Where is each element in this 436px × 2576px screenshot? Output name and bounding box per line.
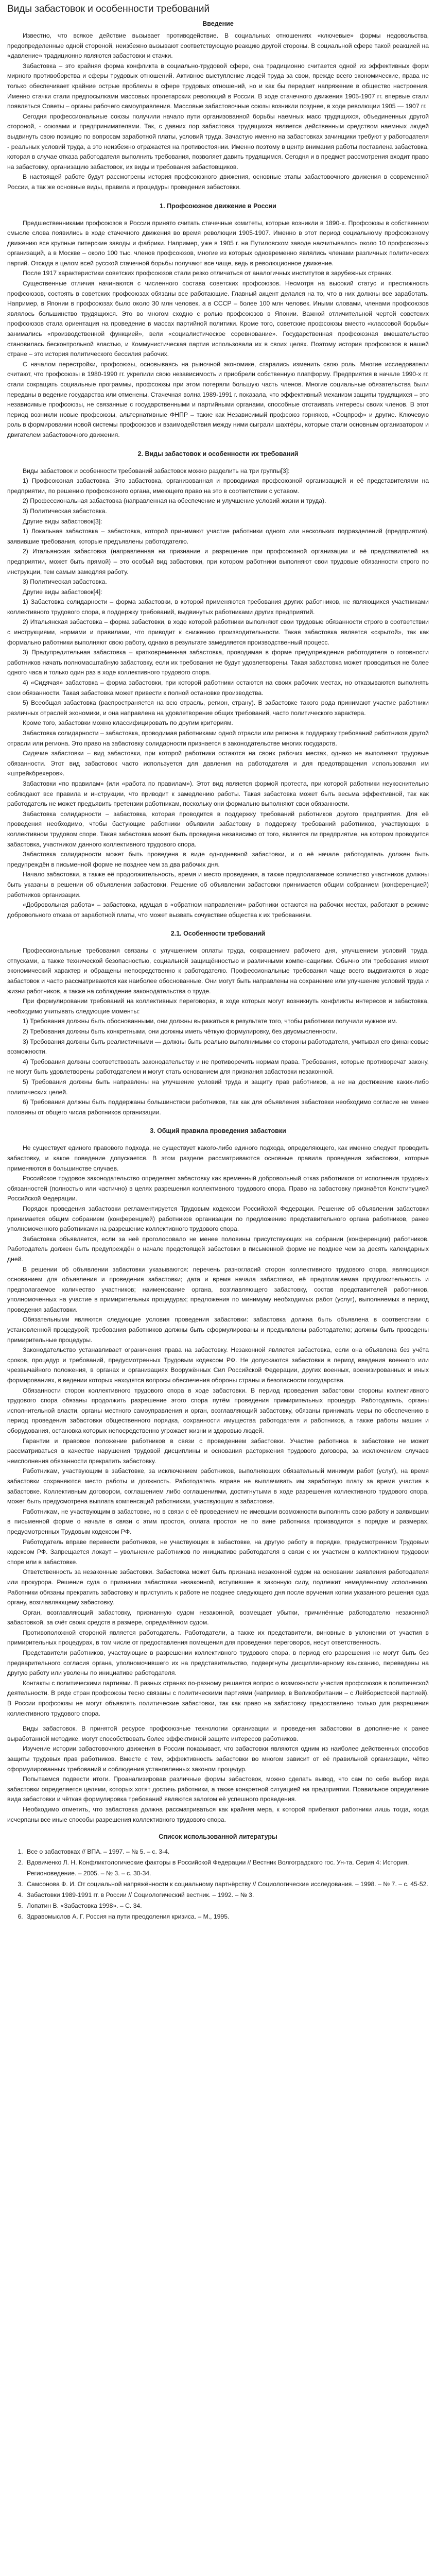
paragraph: Не существует единого правового подхода, не существует какого-либо единого подхода, определяющего, как именно следует проводить забастовку, и какое поведение допускается. В этом разделе рассматриваются основные правила проведения забастовки, которые применяются в большинстве случаев.: [7, 1144, 429, 1172]
paragraph: 2) Требования должны быть конкретными, они должны иметь чёткую формулировку, без двусмысленности.: [23, 1028, 338, 1036]
paragraph: Работникам, не участвующим в забастовке, но в связи с её проведением не имевшим возможности выполнять свою работу и заявившим в письменной форме о начале в связи с этим простоя, оплата простоя не по вине работника производится в порядке и размерах, предусмотренных Трудовым кодексом РФ.: [7, 1507, 429, 1535]
section-3: [7, 1143, 429, 1719]
paragraph: 5) Всеобщая забастовка (распространяется на всю отрасль, регион, страну). В забастовке такого рода принимают участие работники различных отраслей экономики, и она направлена на удовлетворение общих требований, часто политического характера.: [7, 699, 429, 717]
paragraph: Известно, что всякое действие вызывает противодействие. В социальных отношениях «ключевые» формы недовольства, предопределенные одной стороной, неизбежно вызывают соответствующую реакцию другой стороны. В социальной сфере такой реакцией на «давление» традиционно являются забастовки и стачки.: [7, 32, 429, 60]
paragraph: 5) Требования должны быть направлены на улучшение условий труда и защиту прав работников, а не на достижение каких-либо политических целей.: [7, 1078, 429, 1096]
paragraph: Работникам, участвующим в забастовке, за исключением работников, выполняющих обязательный минимум работ (услуг), на время забастовки сохраняются место работы и должность. Работодатель вправе не выплачивать им заработную плату за время участия в забастовке. Коллективным договором, соглашением либо соглашениями, достигнутыми в ходе разрешения коллективного трудового спора, может быть предусмотрена выплата компенсаций работникам, участвующим в забастовке.: [7, 1467, 429, 1505]
paragraph: 1) Профсоюзная забастовка. Это забастовка, организованная и проводимая профсоюзной организацией и её представителями на предприятии, по решению профсоюзного органа, имеющего право на это в соответствии с уставом.: [7, 477, 429, 495]
paragraph: Порядок проведения забастовки регламентируется Трудовым кодексом Российской Федерации. Решение об объявлении забастовки принимается общим собранием (конференцией) работников организации по предложению представительного органа работников, ранее уполномоченного работниками на разрешение коллективного трудового спора.: [7, 1205, 429, 1233]
paragraph: Забастовки «по правилам» (или «работа по правилам»). Этот вид является формой протеста, при которой работники неукоснительно соблюдают все правила и инструкции, что приводит к замедлению работы. Такая забастовка может быть весьма эффективной, так как работодатель не может предъявить претензии работникам, поскольку они формально выполняют свои обязанности.: [7, 779, 429, 808]
paragraph: 3) Предупредительная забастовка – кратковременная забастовка, проводимая в форме предупреждения работодателя о готовности работников начать полномасштабную забастовку, если их требования не будут удовлетворены. Такая забастовка может проводиться не более одного часа и только один раз в ходе коллективного трудового спора.: [7, 649, 429, 676]
paragraph: Виды забастовок и особенности требований забастовок можно разделить на три группы[3]:: [23, 467, 290, 474]
paragraph: 3) Политическая забастовка.: [23, 507, 107, 515]
paragraph: Ответственность за незаконные забастовки. Забастовка может быть признана незаконной судом на основании заявления работодателя или прокурора. Решение суда о признании забастовки незаконной, вступившее в законную силу, подлежит немедленному исполнению. Работники обязаны прекратить забастовку и приступить к работе не позднее следующего дня после вручения копии указанного решения суда органу, возглавляющему забастовку.: [7, 1568, 429, 1606]
paragraph: Необходимо отметить, что забастовка должна рассматриваться как крайняя мера, к которой прибегают работники лишь тогда, когда исчерпаны все иные способы разрешения коллективного трудового спора.: [7, 1805, 429, 1823]
paragraph: 1) Локальная забастовка – забастовка, которой принимают участие работники одного или нескольких подразделений (предприятия), заявившие требования, которые предъявлены работодателю.: [7, 528, 429, 545]
reference-item: 3. Самсонова Ф. И. От социальной напряжённости к социальному партнёрству // Социологические исследования. – 1998. – № 7. – с. 45-52.: [25, 1879, 429, 1890]
paragraph: С началом перестройки, профсоюзы, основываясь на рыночной экономике, старались изменить свою роль. Многие исследователи считают, что профсоюзы в 1980-1990 гг. укрепили свою независимость и приобрели собственную платформу. Предприятия в начале 1990-х гг. стали сокращать социальные программы, профсоюзы при этом потеряли большую часть членов. Многие социальные обязательства были переданы в ведение государства или отменены. Стачечная волна 1989-1991 г. показала, что эффективный механизм защиты трудящихся – это независимые профсоюзы, не связанные с государственными и партийными органами, способные отстаивать интересы своих членов. В этот период возникли новые профсоюзы, альтернативные ФНПР – такие как Независимый профсоюз горняков, «Соцпроф» и другие. Ключевую роль в формировании новой системы профсоюзов и взаимодействия между ними сыграли шахтёры, которые стали основным организатором и двигателем забастовочного движения.: [7, 360, 429, 438]
paragraph: Забастовка объявляется, если за неё проголосовало не менее половины присутствующих на собрании (конференции) работников. Работодатель должен быть предупреждён о начале предстоящей забастовки в письменной форме не позднее чем за десять календарных дней.: [7, 1235, 429, 1263]
paragraph: После 1917 характеристики советских профсоюзов стали резко отличаться от аналогичных институтов в зарубежных странах.: [23, 269, 393, 277]
paragraph: Обязательными являются следующие условия проведения забастовки: забастовка должна быть объявлена в соответствии с установленной процедурой; требования работников должны быть сформулированы и предъявлены работодателю; должны быть проведены примирительные процедуры.: [7, 1316, 429, 1344]
paragraph: Начало забастовки, а также её продолжительность, время и место проведения, а также предполагаемое количество участников должны быть указаны в решении об объявлении забастовки. Решение об объявлении забастовки принимается общим собранием (конференцией) работников организации.: [7, 871, 429, 899]
paragraph: 4) Требования должны соответствовать законодательству и не противоречить нормам права. Требования, которые противоречат закону, не могут быть удовлетворены работодателем и могут стать основанием для признания забастовки незаконной.: [7, 1058, 429, 1076]
paragraph: Контакты с политическими партиями. В разных странах по-разному решается вопрос о возможности участия профсоюзов в политической деятельности. В ряде стран профсоюзы тесно связаны с политическими партиями (например, в Великобритании – с Лейбористской партией). В России профсоюзы не могут объявлять политические забастовки, так как право на забастовку предоставлено только для разрешения коллективного трудового спора.: [7, 1679, 429, 1717]
reference-item: 5. Лопатин В. «Забастовка 1998». – С. 34.: [25, 1901, 429, 1911]
paragraph: Российское трудовое законодательство определяет забастовку как временный добровольный отказ работников от исполнения трудовых обязанностей (полностью или частично) в целях разрешения коллективного трудового спора. Право на забастовку признаётся Конституцией Российской Федерации.: [7, 1175, 429, 1202]
section-heading-3: 3. Общий правила проведения забастовки: [150, 1127, 286, 1135]
paragraph: Законодательство устанавливает ограничения права на забастовку. Незаконной является забастовка, если она объявлена без учёта сроков, процедур и требований, предусмотренных Трудовым кодексом РФ. Не допускаются забастовки в период введения военного или чрезвычайного положения, в органах и организациях Вооружённых Сил Российской Федерации, других военных, военизированных и иных формированиях, в ведении которых находятся вопросы обеспечения обороны страны и безопасности государства.: [7, 1346, 429, 1384]
reference-item: 2. Вдовиченко Л. Н. Конфликтологические факторы в Российской Федерации // Вестник Волгоградского гос. Ун-та. Серия 4: История. Регионоведение. – 2005. – № 3. – с. 30-34.: [25, 1857, 429, 1879]
references-heading: Список использованной литературы: [159, 1833, 277, 1841]
paragraph: 1) Забастовка солидарности – форма забастовки, в которой применяются требования других работников, не являющихся участниками коллективного трудового спора, в поддержку требований, выдвинутых работниками других предприятий.: [7, 598, 429, 616]
paragraph: Обязанности сторон коллективного трудового спора в ходе забастовки. В период проведения забастовки стороны коллективного трудового спора обязаны продолжить разрешение этого спора путём проведения примирительных процедур. Работодатель, органы исполнительной власти, органы местного самоуправления и орган, возглавляющий забастовку, обязаны принимать меры по обеспечению в период проведения забастовки общественного порядка, сохранности имущества работодателя и работников, а также работы машин и оборудования, остановка которых непосредственно угрожает жизни и здоровью людей.: [7, 1386, 429, 1434]
section-2-1: [7, 946, 429, 1117]
section-heading-2-1: 2.1. Особенности требований: [170, 930, 266, 938]
reference-item: 6. Здравомыслов А. Г. Россия на пути преодоления кризиса. – М., 1995.: [25, 1911, 429, 1922]
section-conclusion: [7, 1724, 429, 1825]
reference-item: 1. Все о забастовках // ВПА. – 1997. – № 5. – с. 3-4.: [25, 1846, 429, 1857]
page-title: Виды забастовок и особенности требований: [7, 4, 210, 14]
paragraph: 4) «Сидячая» забастовка – форма забастовки, при которой работники остаются на своих рабочих местах, но отказываются выполнять свои обязанности. Такая забастовка может привести к полной остановке производства.: [7, 679, 429, 697]
paragraph: Предшественниками профсоюзов в России принято считать стачечные комитеты, которые возникли в 1890-х. Профсоюзы в собственном смысле слова появились в ходе стачечного движения во время революции 1905-1907. Именно в этот период социальному профсоюзному движению все крупные питерские заводы и фабрики. Например, уже в 1905 г. на Путиловском заводе насчитывалось около 10 профсоюзных организаций, а в Москве – около 100 тыс. членов профсоюзов, многие из которых одновременно являлись членами различных политических партий. Отсюда в целом всей русской стачечной борьбы получают все чаще, ведь в революционное движение.: [7, 219, 429, 267]
paragraph: 1) Требования должны быть обоснованными, они должны выражаться в результате того, чтобы работники получили нужное им.: [23, 1018, 397, 1025]
paragraph: 3) Политическая забастовка.: [23, 578, 107, 586]
paragraph: Попытаемся подвести итоги. Проанализировав различные формы забастовок, можно сделать вывод, что сам по себе выбор вида забастовки определяется целями, которых хотят достичь работники, а также конкретной ситуацией на предприятии. Правильное определение вида забастовки и чёткая формулировка требований являются залогом её успешного проведения.: [7, 1775, 429, 1803]
paragraph: Забастовка – это крайняя форма конфликта в социально-трудовой сфере, она традиционно считается одной из эффективных форм мирного противоборства и сферы трудовых отношений. Активное выступление людей труда за свои, прежде всего экономические, права не только обеспечивает крайние острые проблемы в сфере трудовых отношений, но и как бы передает напряжение в общество настроения. Именно стачки стали предпосылками массовых пролетарских революций в России. В ходе стачечного движения 1905-1907 гг. впервые стали появляться Советы – органы рабочего самоуправления. Массовые забастовочные союзы возникли позднее, в ходе революции 1905 — 1907 гг.: [7, 62, 429, 110]
paragraph: Забастовка солидарности может быть проведена в виде однодневной забастовки, и о её начале работодатель должен быть предупреждён в письменной форме не позднее чем за два рабочих дня.: [7, 851, 429, 868]
paragraph: Существенные отличия начинаются с численного состава советских профсоюзов. Несмотря на высокий статус и престижность профсоюзов, состоять в советских профсоюзах обязаны все работающие. Главный акцент делался на то, что в них должны все заработать. Например, в Японии в профсоюзах было около 30 млн человек, а в СССР – более 100 млн человек. Иными словами, членами профсоюзов являлось большинство трудящихся. Это во многом сходно с ролью профсоюзов в Японии. Важной отличительной чертой советских профсоюзов стала ориентация на проведение в массах партийной политики. Кроме того, советские профсоюзы вместо «классовой борьбы» занимались «производственной функцией», вели «социалистическое соревнование». Государственная профсоюзная вмешательство становилась бесконтрольной властью, и Коммунистическая партия использовала их в своих целях. Поэтому история профсоюзов в нашей стране – это история политического бессилия рабочих.: [7, 280, 429, 358]
paragraph: Противоположной стороной является работодатель. Работодатели, а также их представители, виновные в уклонении от участия в примирительных процедурах, в том числе от предоставления помещения для проведения переговоров, несут ответственность.: [7, 1629, 429, 1647]
paragraph: Гарантии и правовое положение работников в связи с проведением забастовки. Участие работника в забастовке не может рассматриваться в качестве нарушения трудовой дисциплины и основания расторжения трудового договора, за исключением случаев неисполнения обязанности прекратить забастовку.: [7, 1437, 429, 1465]
paragraph: Представители работников, участвующие в разрешении коллективного трудового спора, в период его разрешения не могут быть без предварительного согласия органа, уполномочившего их на представительство, подвергнуты дисциплинарному взысканию, переведены на другую работу или уволены по инициативе работодателя.: [7, 1649, 429, 1677]
paragraph: Сегодня профессиональные союзы получили начало пути организованной борьбы наемных масс трудящихся, объединенных другой стороной, - союзами и предпринимателями. Так, с давних пор забастовка трудящихся является действенным средством наемных людей выдвинуть свою позицию по вопросам заработной платы, условий труда. Зачастую именно на забастовках зачинщики требуют у работодателя - реальных условий труда, а это неизбежно отражается на противостоянии. Именно поэтому в центр внимания работы поставлена забастовка, которая в случае отказа работодателя выполнить требования, позволяет давить трудящимся. Сегодня и в предмет рассмотрения входит право на забастовку, организацию забастовок, их виды и требования забастовщиков.: [7, 112, 429, 171]
paragraph: Орган, возглавляющий забастовку, признанную судом незаконной, возмещает убытки, причинённые работодателю незаконной забастовкой, за счёт своих средств в размере, определённом судом.: [7, 1608, 429, 1626]
section-2: [7, 466, 429, 921]
paragraph: В решении об объявлении забастовки указываются: перечень разногласий сторон коллективного трудового спора, являющихся основанием для объявления и проведения забастовки; дата и время начала забастовки, её предполагаемая продолжительность и предполагаемое количество участников; наименование органа, возглавляющего забастовку, состав представителей работников, уполномоченных на участие в примирительных процедурах; предложения по минимуму необходимых работ (услуг), выполняемых в период проведения забастовки.: [7, 1265, 429, 1313]
paragraph: 6) Требования должны быть поддержаны большинством работников, так как для объявления забастовки необходимо согласие не менее половины от общего числа работников организации.: [7, 1098, 429, 1116]
reference-item: 4. Забастовки 1989-1991 гг. в России // Социологический вестник. – 1992. – № 3.: [25, 1890, 429, 1901]
paragraph: Другие виды забастовок[4]:: [23, 588, 102, 596]
paragraph: Профессиональные требования связаны с улучшением оплаты труда, сокращением рабочего дня, улучшением условий труда, отпусками, а также технической безопасностью, социальной защищённостью и различными компенсациями. Обычно эти требования имеют экономический характер и обращены непосредственно к работодателю. Профессиональные требования чаще всего выдвигаются в ходе забастовок и часто рассматриваются как наиболее обоснованные. Они могут быть направлены на сохранение или улучшение условий труда и жизни работников, а также на соблюдение законодательства о труде.: [7, 947, 429, 995]
paragraph: Забастовка солидарности – забастовка, которая проводится в поддержку требований работников другого предприятия. Для её проведения необходимо, чтобы бастующие работники объявили забастовку в поддержку требований работников, участвующих в коллективном трудовом споре. Такая забастовка может быть проведена независимо от того, является ли предприятие, на котором проводится забастовка, участником данного коллективного трудового спора.: [7, 810, 429, 848]
references-list: [7, 1846, 429, 1922]
paragraph: 2) Итальянская забастовка (направленная на признание и разрешение при профсоюзной организации и её представителей на предприятии, может быть прямой) – это особый вид забастовки, при котором работники выполняют свои трудовые обязанности строго по инструкции, тем самым замедляя работу.: [7, 548, 429, 575]
section-1: [7, 218, 429, 440]
paragraph: Кроме того, забастовки можно классифицировать по другим критериям.: [23, 719, 233, 727]
paragraph: 3) Требования должны быть реалистичными — должны быть реально выполнимыми со стороны работодателя, учитывая его финансовые возможности.: [7, 1038, 429, 1056]
paragraph: При формулировании требований на коллективных переговорах, в ходе которых могут возникнуть конфликты интересов и забастовка, необходимо учитывать следующие моменты:: [7, 997, 429, 1015]
section-heading-intro: Введение: [202, 20, 234, 27]
paragraph: Работодатель вправе перевести работников, не участвующих в забастовке, на другую работу в порядке, предусмотренном Трудовым кодексом РФ. Запрещается локаут – увольнение работников по инициативе работодателя в связи с их участием в коллективном трудовом споре или в забастовке.: [7, 1538, 429, 1566]
paragraph: Забастовка солидарности – забастовка, проводимая работниками одной отрасли или региона в поддержку требований работников другой отрасли или региона. Это право на забастовку солидарности признается в законодательстве многих государств.: [7, 730, 429, 747]
paragraph: Сидячие забастовки – вид забастовки, при которой работники остаются на своих рабочих местах, однако не выполняют трудовые обязанности. Этот вид забастовок часто используется для давления на работодателя и для предотвращения использования им «штрейкбрехеров».: [7, 750, 429, 777]
paragraph: Виды забастовок. В принятой ресурсе профсоюзные технологии организации и проведения забастовки в дополнение к ранее выработанной методике, могут способствовать более эффективной защите интересов работников.: [7, 1725, 429, 1742]
paragraph: Другие виды забастовок[3]:: [23, 517, 102, 525]
paragraph: Изучение истории забастовочного движения в России показывает, что забастовки являются одним из наиболее действенных способов защиты трудовых прав работников. Вместе с тем, эффективность забастовки во многом зависит от её правильной организации, чётко сформулированных требований и соблюдения установленных законом процедур.: [7, 1745, 429, 1773]
paragraph: 2) Итальянская забастовка – форма забастовки, в ходе которой работники выполняют свои трудовые обязанности строго в соответствии с инструкциями, нормами и правилами, что приводит к снижению производительности. Такая забастовка является «скрытой», так как формально работники выполняют свою работу, однако в результате замедляется производственный процесс.: [7, 618, 429, 646]
paragraph: 2) Профессиональная забастовка (направленная на обеспечение и улучшение условий жизни и труда).: [23, 497, 326, 505]
paragraph: «Добровольная работа» – забастовка, идущая в «обратном направлении» работники остаются на рабочих местах, работают в режиме добровольного отказа от заработной платы, что может вызвать сочувствие общества к их требованиям.: [7, 901, 429, 919]
section-heading-1: 1. Профсоюзное движение в России: [160, 202, 276, 210]
section-heading-2: 2. Виды забастовок и особенности их требований: [137, 450, 299, 457]
paragraph: В настоящей работе будут рассмотрены история профсоюзного движения, основные этапы забастовочного движения в современной России, а так же основные виды, правила и процедуры проведения забастовки.: [7, 173, 429, 191]
section-intro: [7, 31, 429, 193]
